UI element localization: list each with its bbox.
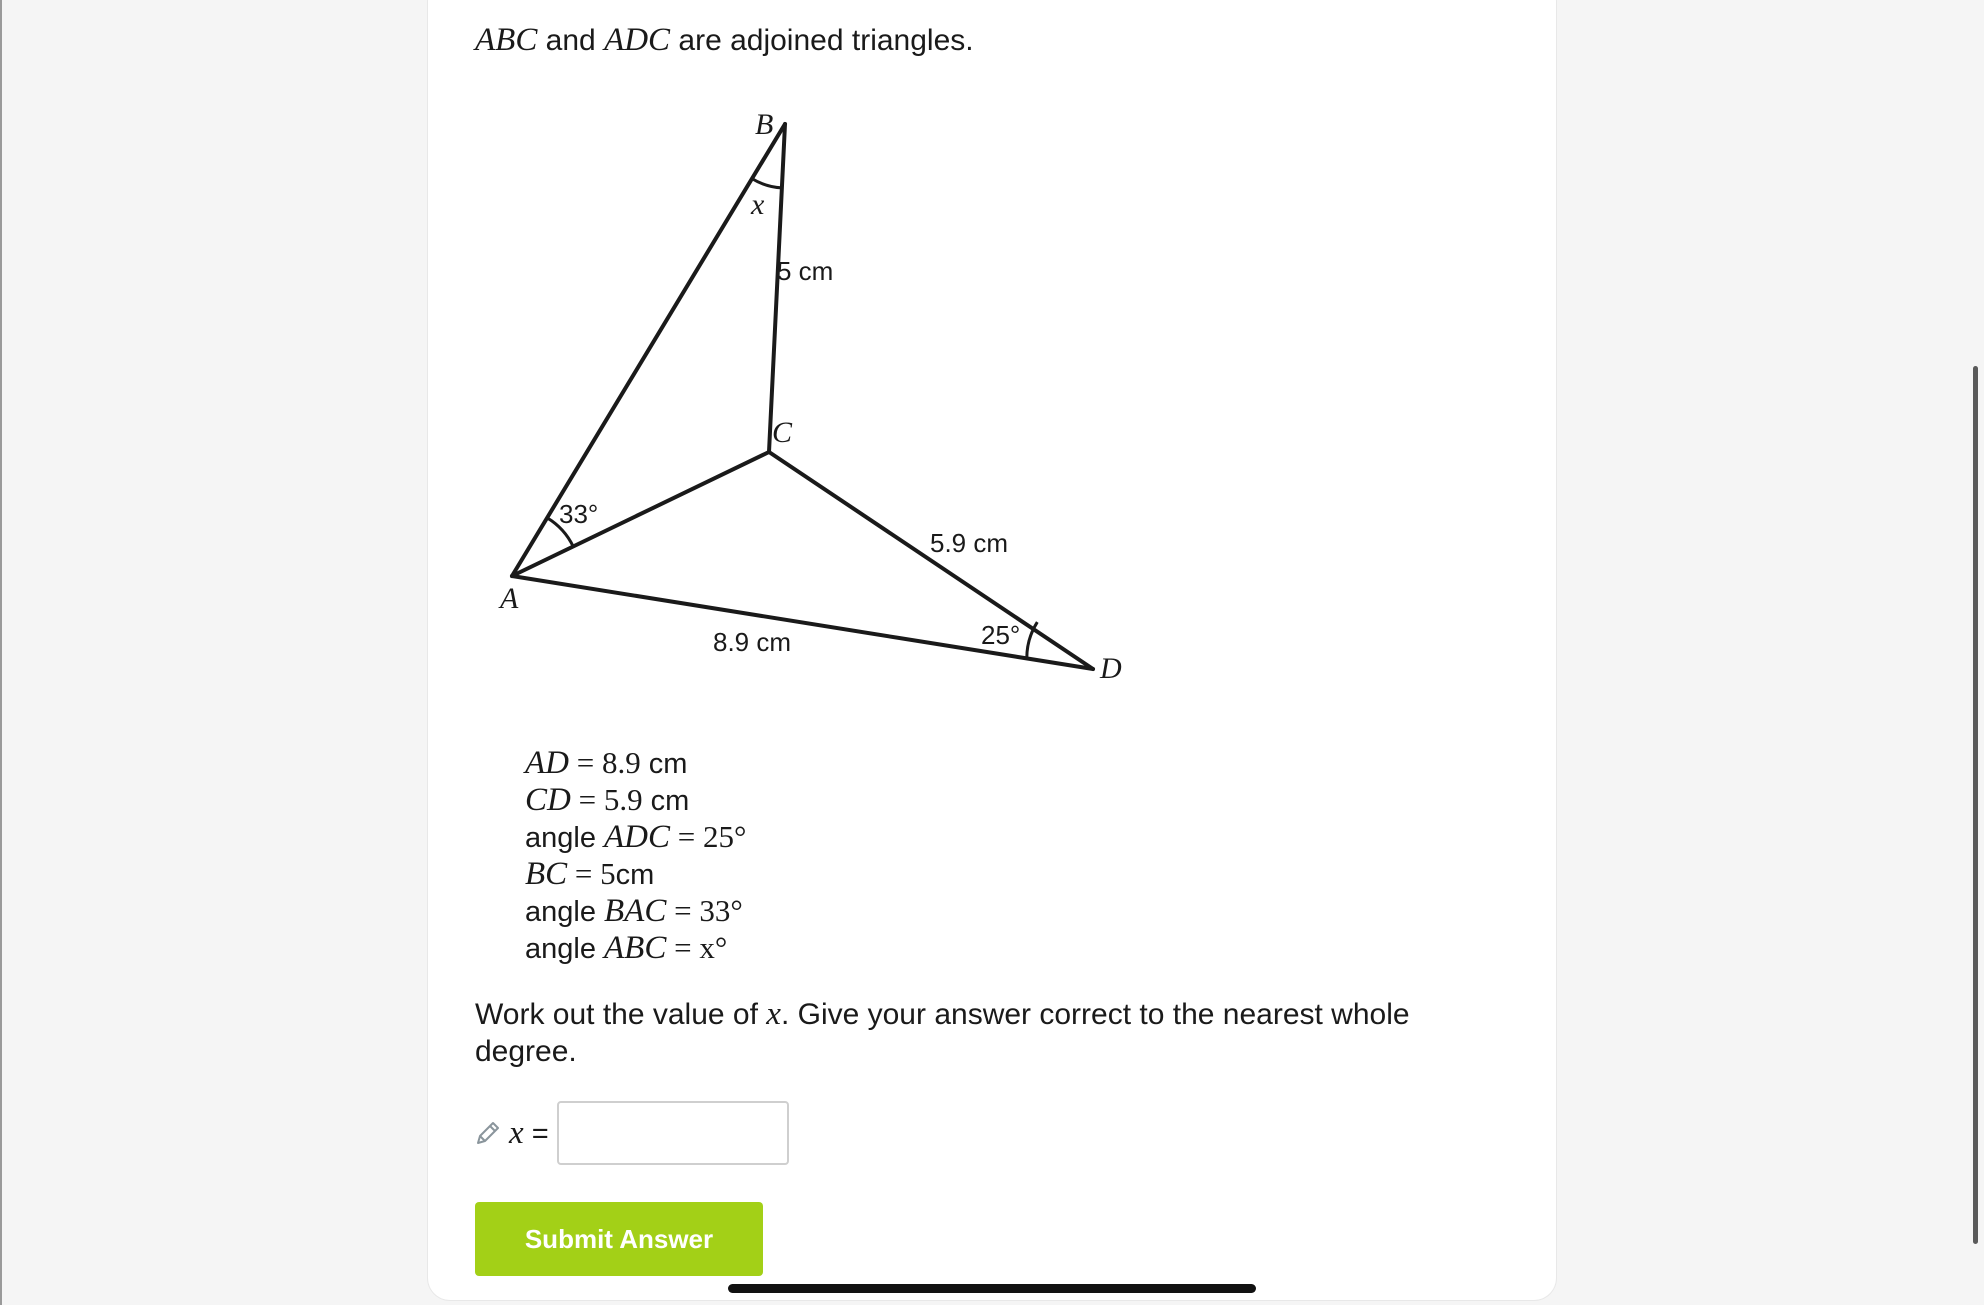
given-math: CD (525, 782, 571, 818)
triangle-diagram (470, 100, 1150, 700)
intro-suffix: are adjoined triangles. (670, 24, 974, 57)
given-value: 33° (699, 893, 743, 928)
question-text (475, 996, 1455, 1070)
given-equals: = (670, 819, 703, 854)
vertex-label-d: D (1100, 652, 1122, 685)
intro-triangle-adc: ADC (604, 22, 671, 58)
edge-cd (769, 452, 1093, 669)
given-row (525, 818, 746, 855)
intro-connector: and (537, 24, 605, 57)
given-value: 8.9 (601, 745, 641, 780)
side-label-cd: 5.9 cm (930, 528, 1009, 558)
vertex-label-b: B (755, 108, 774, 141)
given-row (525, 929, 746, 966)
given-value: 5 (600, 856, 616, 891)
pencil-icon (473, 1118, 503, 1148)
question-after: . Give your answer correct to the nearest whole degree. (475, 998, 1410, 1068)
given-value: x° (699, 930, 728, 965)
window-left-edge (0, 0, 2, 1305)
given-math: BC (525, 856, 568, 892)
given-math: ABC (604, 930, 667, 966)
home-indicator (728, 1284, 1256, 1293)
given-math: AD (525, 745, 569, 781)
angle-label-x: x (751, 188, 765, 221)
given-values (525, 744, 746, 966)
given-equals: = (570, 782, 604, 817)
answer-var: x (509, 1114, 524, 1151)
angle-arc-b (752, 179, 782, 188)
angle-label-a: 33° (559, 499, 599, 529)
given-equals: = (569, 745, 602, 780)
side-label-ad: 8.9 cm (713, 627, 792, 657)
edge-bc (769, 124, 785, 452)
given-math: ADC (604, 819, 671, 855)
vertex-label-c: C (772, 416, 793, 449)
given-equals: = (666, 893, 700, 928)
answer-input[interactable] (557, 1101, 789, 1165)
given-unit: cm (615, 859, 655, 891)
given-math: BAC (604, 893, 667, 929)
answer-equals: = (523, 1117, 549, 1150)
given-prefix: angle (525, 933, 605, 965)
given-value: 25° (703, 819, 747, 854)
given-equals: = (666, 930, 700, 965)
question-var: x (766, 996, 781, 1032)
given-value: 5.9 (603, 782, 643, 817)
given-unit: cm (640, 748, 688, 780)
scrollbar[interactable] (1973, 366, 1978, 1244)
question-before: Work out the value of (475, 998, 767, 1031)
intro-triangle-abc: ABC (475, 22, 538, 58)
vertex-label-a: A (500, 582, 519, 615)
given-row (525, 892, 746, 929)
side-label-bc: 5 cm (777, 256, 834, 286)
given-unit: cm (642, 785, 690, 817)
answer-row (473, 1100, 789, 1166)
given-row (525, 781, 746, 818)
given-prefix: angle (525, 822, 605, 854)
given-equals: = (567, 856, 601, 891)
given-row (525, 855, 746, 892)
given-row (525, 744, 746, 781)
answer-label (509, 1115, 549, 1152)
angle-label-d: 25° (981, 620, 1021, 650)
intro-text (475, 18, 974, 63)
given-prefix: angle (525, 896, 605, 928)
submit-answer-button[interactable]: Submit Answer (475, 1202, 763, 1276)
